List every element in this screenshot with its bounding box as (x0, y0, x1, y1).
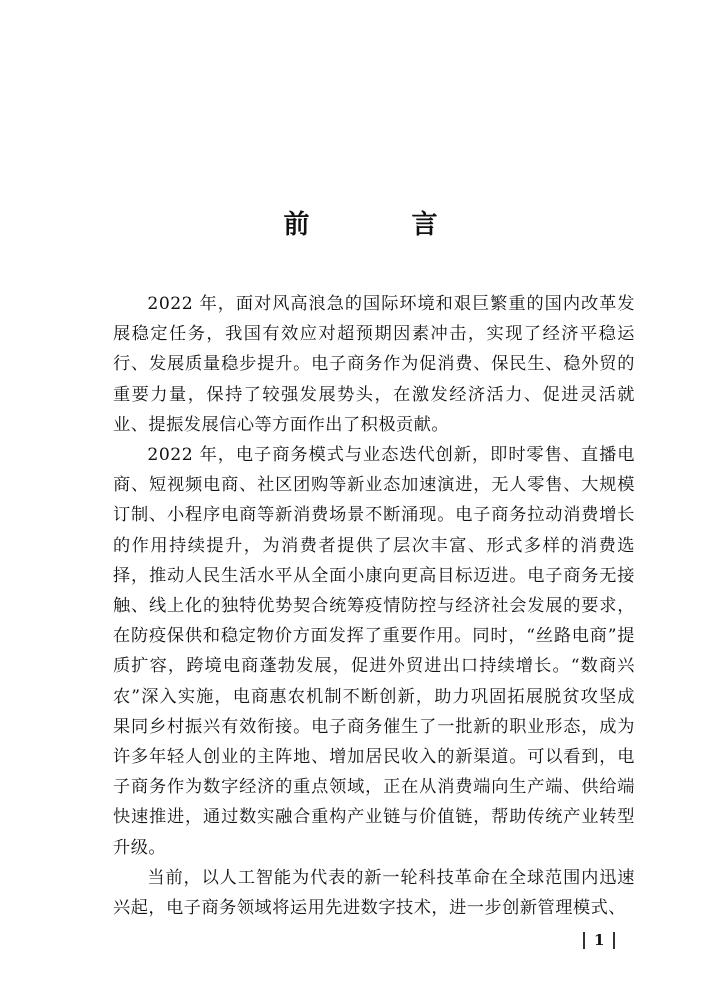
page-footer (583, 928, 615, 952)
paragraph-2: 2022 年，电子商务模式与业态迭代创新，即时零售、直播电商、短视频电商、社区团购等新业态加速演进，无人零售、大规模订制、小程序电商等新消费场景不断涌现。电子商务拉动消费增长的作用持续提升，为消费者提供了层次丰富、形式多样的消费选择，推动人民生活水平从全面小康向更高目标迈进。电子商务无接触、线上化的独特优势契合统筹疫情防控与经济社会发展的要求，在防疫保供和稳定物价方面发挥了重要作用。同时，“丝路电商”提质扩容，跨境电商蓬勃发展，促进外贸进出口持续增长。“数商兴农”深入实施，电商惠农机制不断创新，助力巩固拓展脱贫攻坚成果同乡村振兴有效衔接。电子商务催生了一批新的职业形态，成为许多年轻人创业的主阵地、增加居民收入的新渠道。可以看到，电子商务作为数字经济的重点领域，正在从消费端向生产端、供给端快速推进，通过数实融合重构产业链与价值链，帮助传统产业转型升级。 (113, 445, 635, 858)
preface-body (113, 289, 635, 923)
footer-left-bar (583, 932, 585, 949)
paragraph-3: 当前，以人工智能为代表的新一轮科技革命在全球范围内迅速兴起，电子商务领域将运用先进数字技术，进一步创新管理模式、 (113, 867, 635, 919)
paragraph-1: 2022 年，面对风高浪急的国际环境和艰巨繁重的国内改革发展稳定任务，我国有效应对超预期因素冲击，实现了经济平稳运行、发展质量稳步提升。电子商务作为促消费、保民生、稳外贸的重要力量，保持了较强发展势头，在激发经济活力、促进灵活就业、提振发展信心等方面作出了积极贡献。 (113, 294, 635, 435)
page-title: 前 言 (283, 210, 476, 241)
page-number: 1 (594, 931, 605, 949)
footer-right-bar (613, 932, 615, 949)
